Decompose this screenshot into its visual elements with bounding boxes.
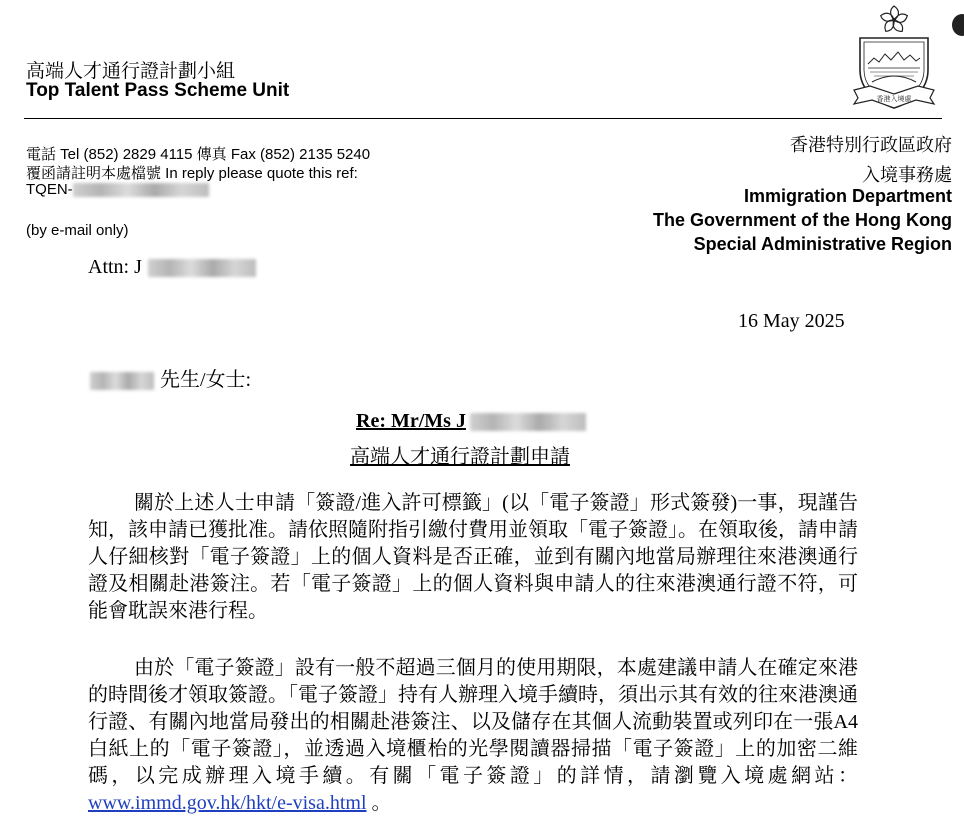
reference-prefix: TQEN- [26, 181, 73, 198]
body-paragraph-2-end: 。 [366, 792, 392, 814]
reply-quote-note: 覆函請註明本處檔號 In reply please quote this ref: [26, 165, 358, 182]
unit-name-english: Top Talent Pass Scheme Unit [26, 80, 290, 101]
department-name-english: Immigration Department [743, 186, 952, 206]
attention-prefix: Attn: J [88, 256, 142, 278]
body-paragraph-2-text: 由於「電子簽證」設有一般不超過三個月的使用期限，本處建議申請人在確定來港的時間後才領取簽證。「電子簽證」持有人辦理入境手續時，須出示其有效的往來港澳通行證、有關內地當局發出的相關赴港簽注、以及儲存在其個人流動裝置或列印在一張A4白紙上的「電子簽證」，並透過入境櫃枱的光學閱讀器掃描「電子簽證」上的加密二維碼，以完成辦理入境手續。有關「電子簽證」的詳情，請瀏覽入境處網站： [88, 657, 858, 787]
letter-subject: 高端人才通行證計劃申請 [350, 446, 570, 468]
regarding-line [356, 410, 586, 433]
scroll-edge-icon [952, 14, 964, 36]
salutation [90, 363, 251, 392]
department-name-chinese: 入境事務處 [862, 165, 952, 185]
government-name-english-line2: Special Administrative Region [693, 234, 952, 254]
regarding-prefix: Re: Mr/Ms J [356, 410, 466, 432]
redacted-reference [73, 183, 209, 197]
redacted-name [148, 259, 256, 277]
crest-text: 香港入境處 [876, 95, 912, 103]
header-divider [24, 118, 942, 119]
attention-line [88, 256, 256, 279]
contact-phone-fax: 電話 Tel (852) 2829 4115 傳真 Fax (852) 2135 5240 [26, 146, 371, 163]
government-name-english-line1: The Government of the Hong Kong [653, 210, 952, 230]
unit-name-chinese: 高端人才通行證計劃小組 [26, 61, 236, 82]
government-name-chinese: 香港特別行政區政府 [790, 135, 952, 155]
redacted-applicant-name [470, 413, 586, 431]
letter-date: 16 May 2025 [738, 310, 845, 332]
delivery-method: (by e-mail only) [26, 222, 129, 239]
body-paragraph-2 [88, 655, 858, 817]
redacted-surname [90, 372, 154, 390]
body-paragraph-1: 關於上述人士申請「簽證/進入許可標籤」(以「電子簽證」形式簽發)一事，現謹告知，該申請已獲批准。請依照隨附指引繳付費用並領取「電子簽證」。在領取後，請申請人仔細核對「電子簽證」上的個人資料是否正確，並到有關內地當局辦理往來港澳通行證及相關赴港簽注。若「電子簽證」上的個人資料與申請人的往來港澳通行證不符，可能會耽誤來港行程。 [88, 492, 858, 622]
reference-number [26, 181, 209, 198]
salutation-text: 先生/女士: [160, 369, 252, 391]
e-visa-website-link[interactable]: www.immd.gov.hk/hkt/e-visa.html [88, 792, 367, 814]
immigration-department-crest-icon [846, 0, 942, 116]
